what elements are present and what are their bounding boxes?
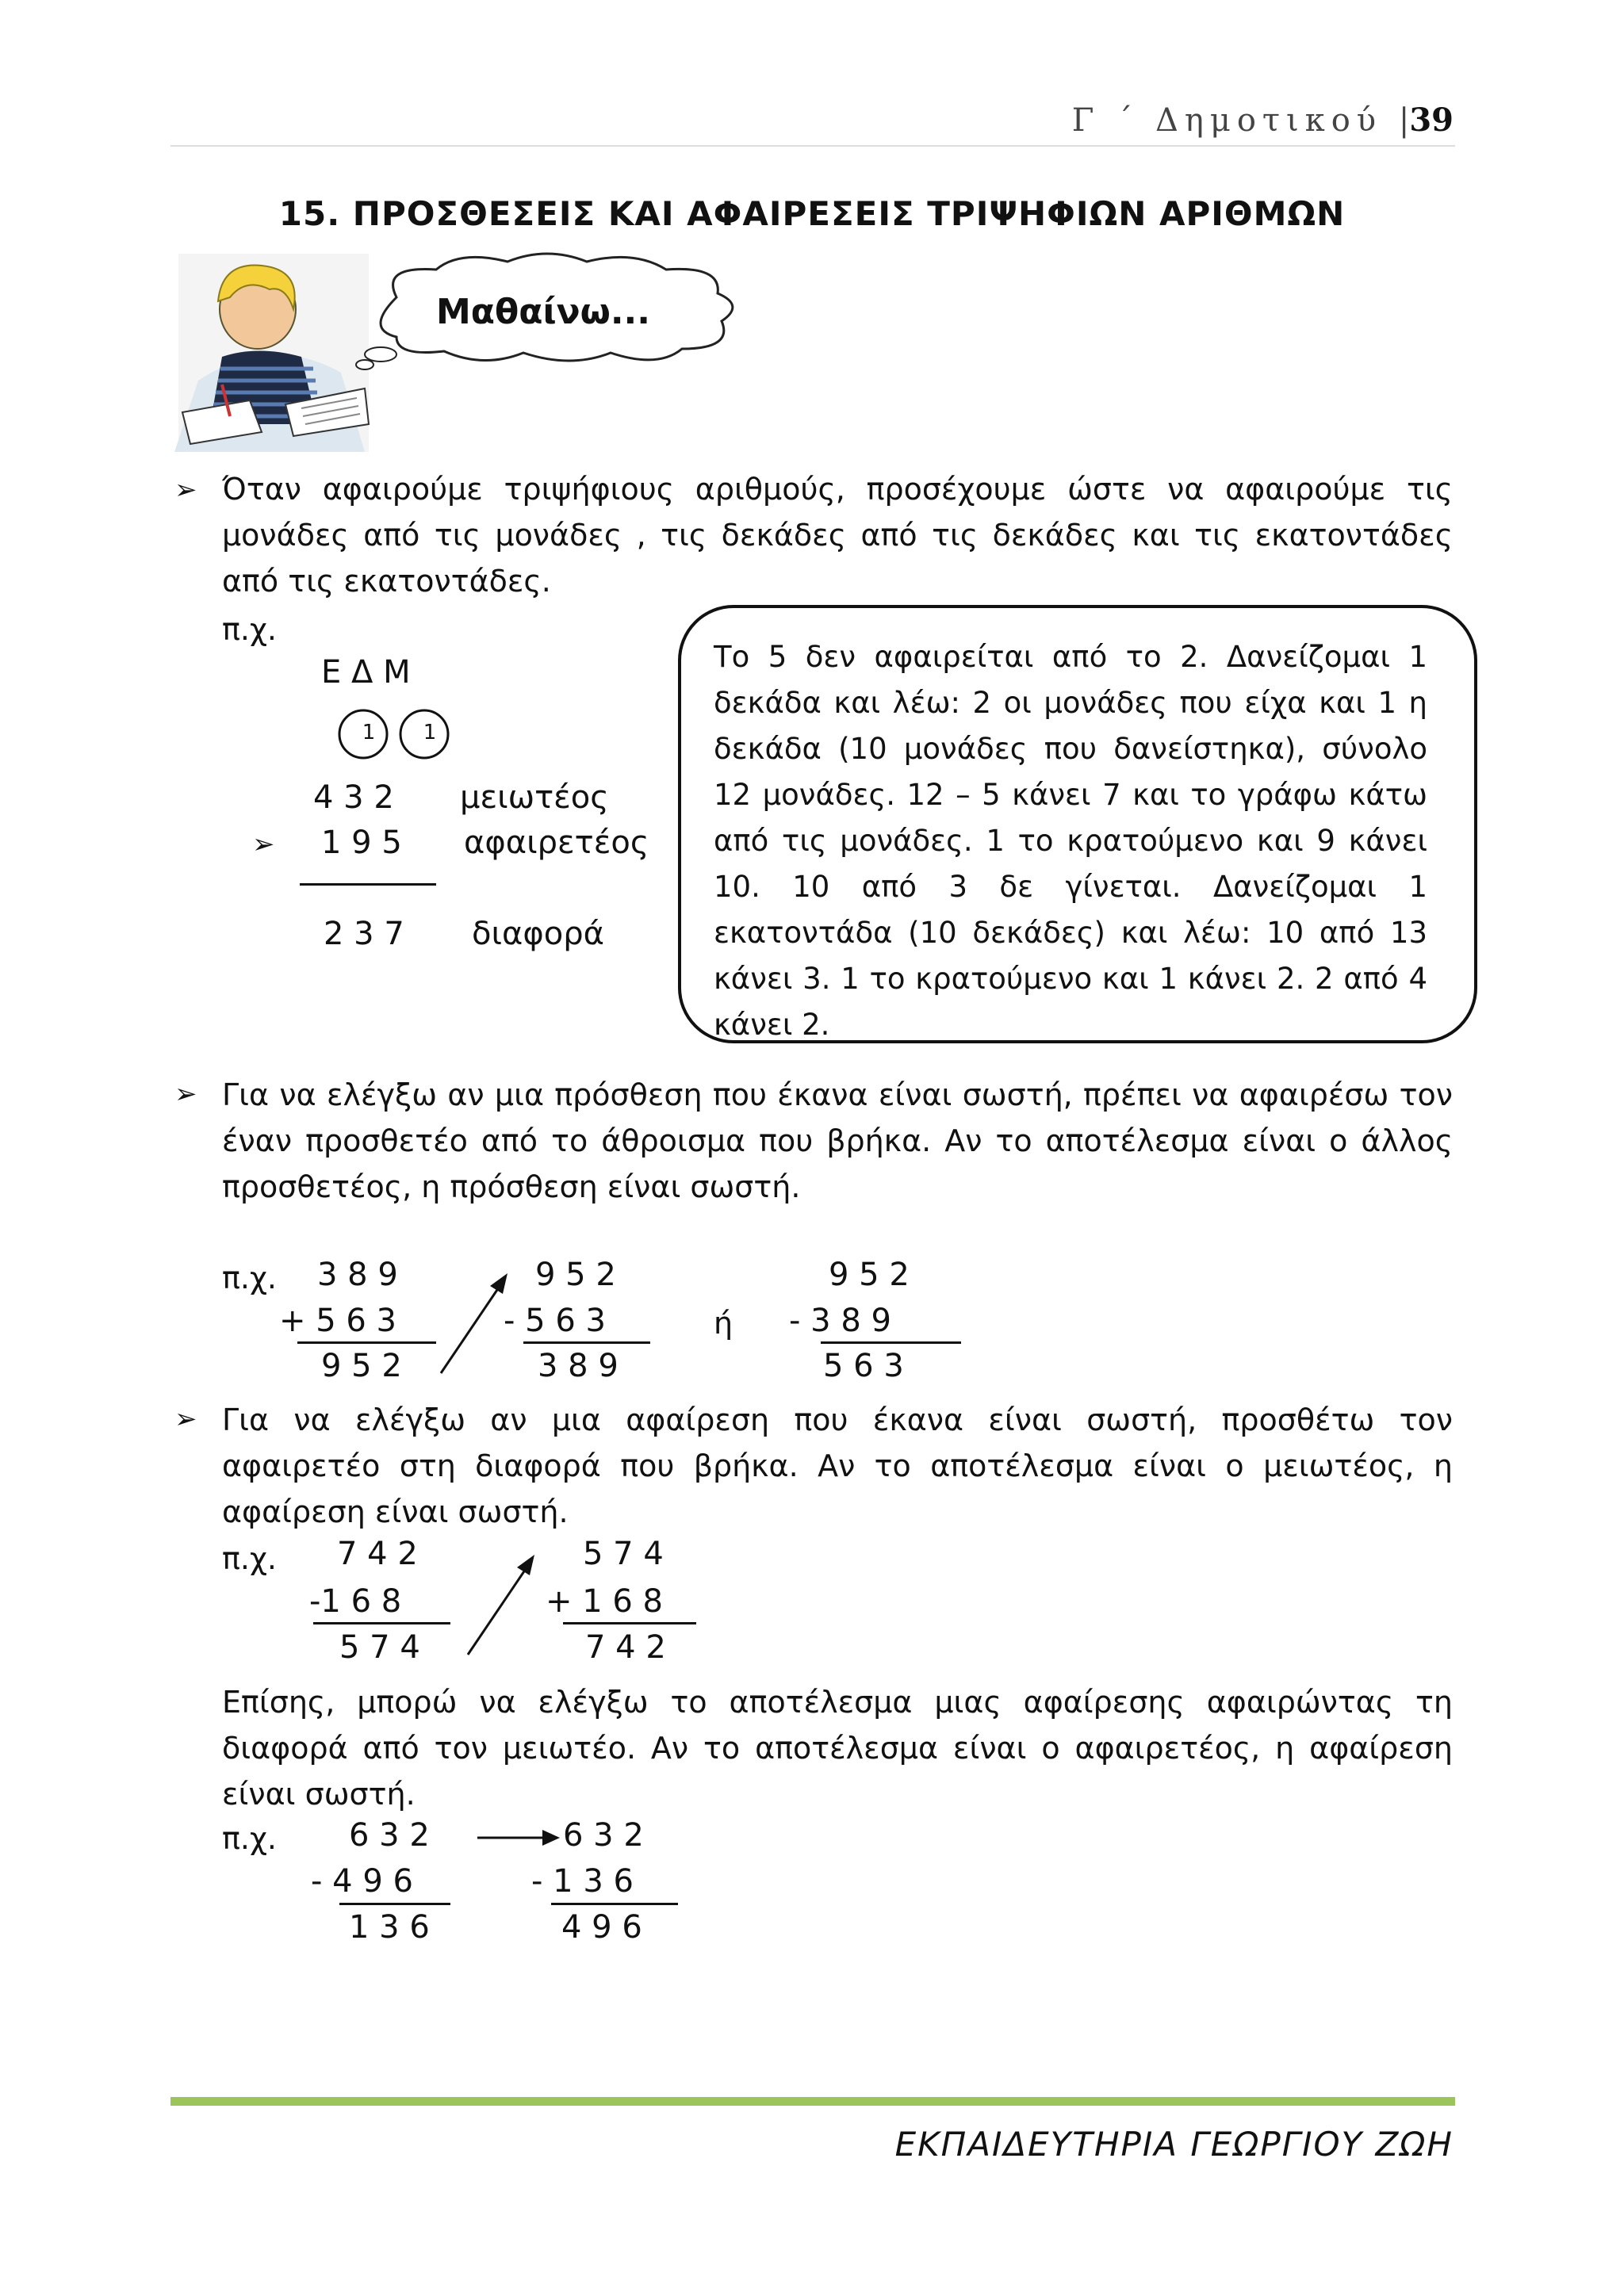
or-text: ή bbox=[714, 1306, 733, 1341]
difference: 2 3 7 bbox=[324, 916, 404, 952]
ex3-minuend: 7 4 2 bbox=[337, 1536, 418, 1572]
sum-line bbox=[300, 883, 436, 886]
bullet-icon: ➢ bbox=[174, 1078, 197, 1110]
ex4-minuend: 6 3 2 bbox=[349, 1817, 430, 1854]
footer-rule bbox=[170, 2097, 1455, 2106]
explanation-text: Το 5 δεν αφαιρείται από το 2. Δανείζομαι 1 δεκάδα και λέω: 2 οι μονάδες που είχα και 1 η δεκάδα (10 μονάδες που δανείστηκα), σύνολο 12 μονάδες. 12 – 5 κάνει 7 και το γράφω κάτω από τις μονάδες. 1 το κρατούμενο και 9 κάνει 10. 10 από 3 δε γίνεται. Δανείζομαι 1 εκατοντάδα (10 δεκάδες) και λέω: 10 από 13 κάνει 3. 1 το κρατούμενο και 1 κάνει 2. 2 από 4 κάνει 2. bbox=[714, 640, 1427, 1042]
carry-1: 1 bbox=[362, 721, 376, 744]
arrow-icon bbox=[462, 1550, 541, 1661]
ex3-difference: 5 7 4 bbox=[339, 1629, 420, 1666]
arrow-icon bbox=[476, 1823, 563, 1852]
header-rule bbox=[170, 145, 1455, 147]
difference-label: διαφορά bbox=[472, 916, 604, 952]
ex4-check-subtrahend: - 1 3 6 bbox=[531, 1863, 634, 1900]
cloud-text: Μαθαίνω... bbox=[436, 292, 650, 332]
page-number: 39 bbox=[1409, 101, 1454, 139]
sum-line bbox=[551, 1903, 678, 1905]
ex3-check-addend-1: 5 7 4 bbox=[583, 1536, 664, 1572]
header-text: Γ ΄ Δημοτικού bbox=[1071, 102, 1383, 139]
ex3-check-addend-2: + 1 6 8 bbox=[546, 1583, 664, 1620]
page-header: Γ ΄ Δημοτικού |39 bbox=[1071, 101, 1454, 139]
ex4-check-minuend: 6 3 2 bbox=[563, 1817, 644, 1854]
bullet-icon: ➢ bbox=[174, 1403, 197, 1435]
paragraph-1: Όταν αφαιρούμε τριψήφιους αριθμούς, προσέχουμε ώστε να αφαιρούμε τις μονάδες από τις μονάδες , τις δεκάδες από τις δεκάδες και τις εκατοντάδες από τις εκατοντάδες. bbox=[222, 472, 1453, 599]
sum-line bbox=[339, 1903, 450, 1905]
boy-writing-illustration bbox=[174, 254, 373, 452]
ex3-check-sum: 7 4 2 bbox=[585, 1629, 666, 1666]
sum: 9 5 2 bbox=[321, 1348, 402, 1384]
check2-result: 5 6 3 bbox=[823, 1348, 904, 1384]
addend-1: 3 8 9 bbox=[317, 1257, 398, 1293]
ex3-subtrahend: -1 6 8 bbox=[309, 1583, 402, 1620]
paragraph-3: Για να ελέγξω αν μια αφαίρεση που έκανα είναι σωστή, προσθέτω τον αφαιρετέο στη διαφορά που βρήκα. Αν το αποτέλεσμα είναι ο μειωτέος, η αφαίρεση είναι σωστή. bbox=[222, 1402, 1453, 1529]
arrow-icon bbox=[435, 1269, 514, 1380]
footer-text: ΕΚΠΑΙΔΕΥΤΗΡΙΑ ΓΕΩΡΓΙΟΥ ΖΩΗ bbox=[894, 2125, 1454, 2164]
check2-minuend: 9 5 2 bbox=[829, 1257, 910, 1293]
sum-line bbox=[523, 1341, 650, 1344]
bullet-icon: ➢ bbox=[252, 828, 275, 860]
check-minuend: 9 5 2 bbox=[535, 1257, 616, 1293]
example-label-3: π.χ. bbox=[222, 1541, 277, 1576]
ex4-difference: 1 3 6 bbox=[349, 1909, 430, 1946]
subtrahend: 1 9 5 bbox=[321, 825, 402, 861]
sum-line bbox=[297, 1341, 436, 1344]
example-label-4: π.χ. bbox=[222, 1821, 277, 1856]
page-title: 15. ΠΡΟΣΘΕΣΕΙΣ ΚΑΙ ΑΦΑΙΡΕΣΕΙΣ ΤΡΙΨΗΦΙΩΝ ΑΡΙΘΜΩΝ bbox=[278, 194, 1346, 233]
paragraph-4: Επίσης, μπορώ να ελέγξω το αποτέλεσμα μιας αφαίρεσης αφαιρώντας τη διαφορά από τον μειωτέο. Αν το αποτέλεσμα είναι ο αφαιρετέος, η αφαίρεση είναι σωστή. bbox=[222, 1685, 1453, 1812]
subtrahend-label: αφαιρετέος bbox=[464, 825, 649, 861]
place-value-header: Ε Δ Μ bbox=[321, 654, 411, 691]
addend-2: + 5 6 3 bbox=[279, 1303, 397, 1339]
ex4-check-result: 4 9 6 bbox=[561, 1909, 642, 1946]
minuend-label: μειωτέος bbox=[460, 779, 609, 816]
check-subtrahend: - 5 6 3 bbox=[504, 1303, 606, 1339]
example-label-2: π.χ. bbox=[222, 1261, 277, 1295]
example-label-1: π.χ. bbox=[222, 612, 277, 647]
ex4-subtrahend: - 4 9 6 bbox=[311, 1863, 413, 1900]
minuend: 4 3 2 bbox=[313, 779, 394, 816]
paragraph-2: Για να ελέγξω αν μια πρόσθεση που έκανα είναι σωστή, πρέπει να αφαιρέσω τον έναν προσθετέο από το άθροισμα που βρήκα. Αν το αποτέλεσμα είναι ο άλλος προσθετέος, η πρόσθεση είναι σωστή. bbox=[222, 1077, 1453, 1204]
check2-subtrahend: - 3 8 9 bbox=[789, 1303, 891, 1339]
check-result: 3 8 9 bbox=[538, 1348, 619, 1384]
sum-line bbox=[821, 1341, 961, 1344]
bullet-icon: ➢ bbox=[174, 474, 197, 506]
sum-line bbox=[563, 1622, 696, 1624]
carry-2: 1 bbox=[423, 721, 437, 744]
sum-line bbox=[313, 1622, 450, 1624]
